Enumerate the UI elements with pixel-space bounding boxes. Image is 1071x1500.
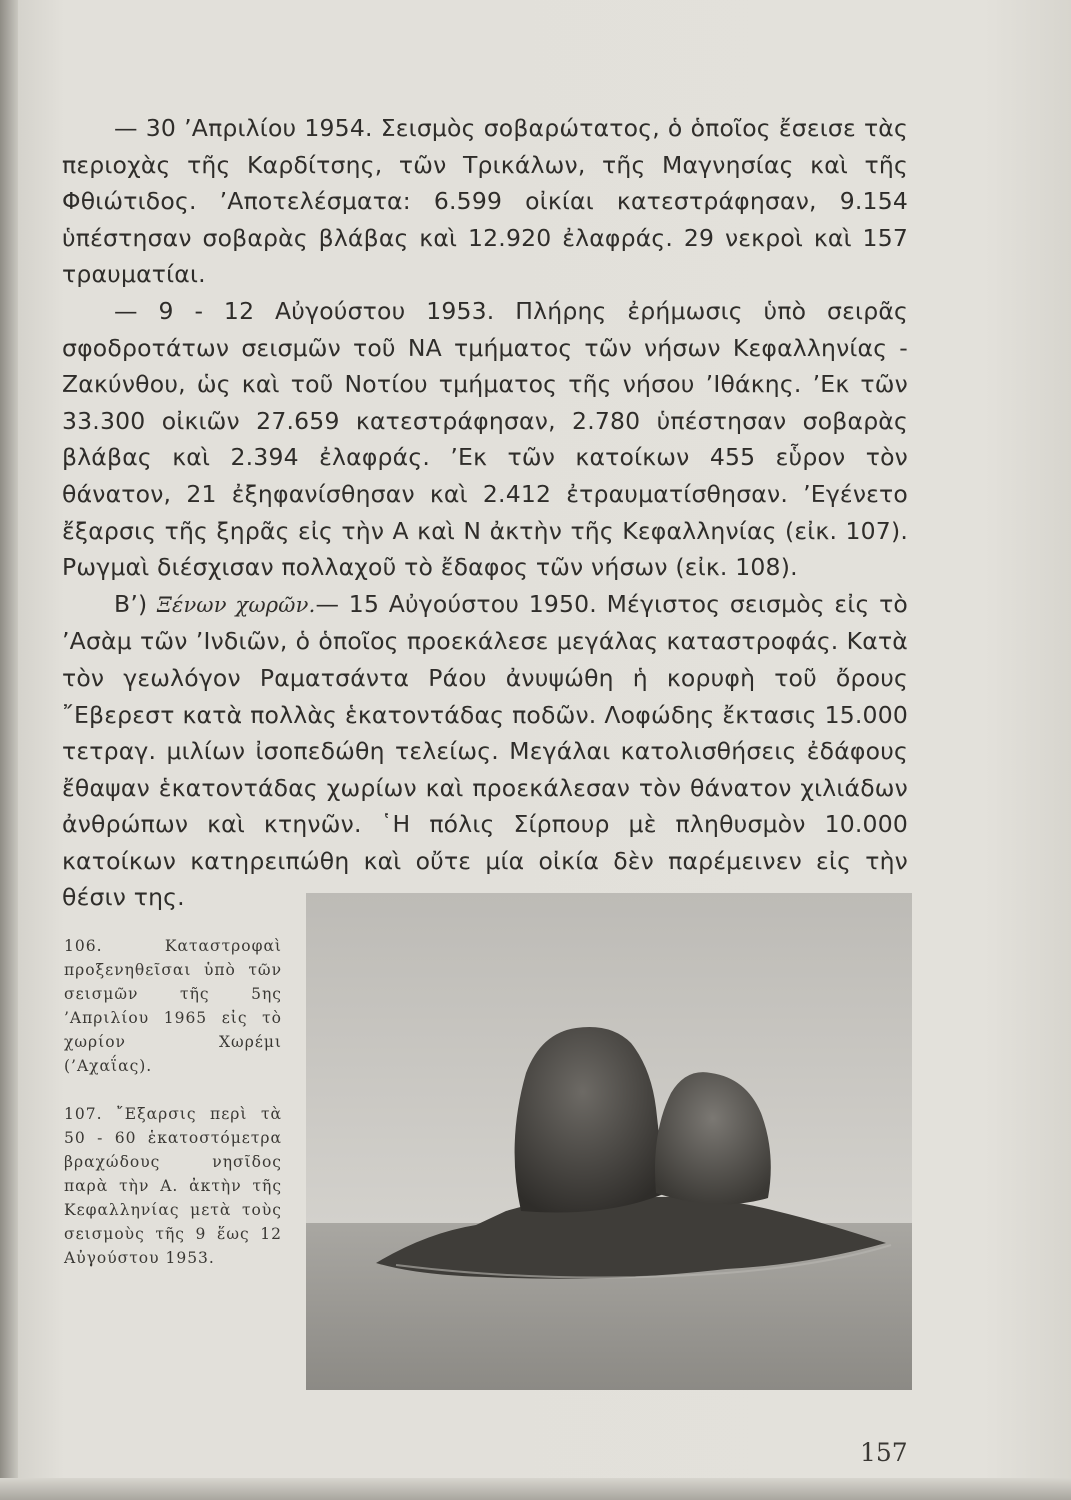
caption-figure-106: 106. Καταστροφαὶ προξενηθεῖσαι ὑπὸ τῶν σεισμῶν τῆς 5ης ’Απριλίου 1965 εἰς τὸ χωρίον Χωρέμι (’Αχαΐας). bbox=[64, 937, 282, 1075]
section-heading: Ξένων χωρῶν. bbox=[157, 592, 316, 617]
caption-figure-107: 107. ῎Εξαρσις περὶ τὰ 50 - 60 ἑκατοστόμετρα βραχώδους νησῖδος παρὰ τὴν Α. ἀκτὴν τῆς Κεφαλληνίας μετὰ τοὺς σεισμοὺς τῆς 9 ἕως 12 Αὐγούστου 1953. bbox=[64, 1105, 282, 1267]
paragraph-1954-earthquake: — 30 ’Απριλίου 1954. Σεισμὸς σοβαρώτατος, ὁ ὁποῖος ἔσεισε τὰς περιοχὰς τῆς Καρδίτσης, τῶν Τρικάλων, τῆς Μαγνησίας καὶ τῆς Φθιώτιδος. ’Αποτελέσματα: 6.599 οἰκίαι κατεστράφησαν, 9.154 ὑπέστησαν σοβαρὰς βλάβας καὶ 12.920 ἐλαφράς. 29 νεκροὶ καὶ 157 τραυματίαι. bbox=[62, 114, 908, 289]
figure-captions bbox=[64, 934, 282, 1294]
figure-107-photo bbox=[306, 893, 912, 1390]
page-binding-edge bbox=[0, 0, 18, 1500]
page-bottom-edge bbox=[0, 1478, 1071, 1500]
paragraph-1953-earthquake: — 9 - 12 Αὐγούστου 1953. Πλήρης ἐρήμωσις ὑπὸ σειρᾶς σφοδροτάτων σεισμῶν τοῦ ΝΑ τμήματος τῶν νήσων Κεφαλληνίας - Ζακύνθου, ὡς καὶ τοῦ Νοτίου τμήματος τῆς νήσου ’Ιθάκης. ’Εκ τῶν 33.300 οἰκιῶν 27.659 κατεστράφησαν, 2.780 ὑπέστησαν σοβαρὰς βλάβας καὶ 2.394 ἐλαφράς. ’Εκ τῶν κατοίκων 455 εὗρον τὸν θάνατον, 21 ἐξηφανίσθησαν καὶ 2.412 ἐτραυματίσθησαν. ’Εγένετο ἔξαρσις τῆς ξηρᾶς εἰς τὴν Α καὶ Ν ἀκτὴν τῆς Κεφαλληνίας (εἰκ. 107). Ρωγμαὶ διέσχισαν πολλαχοῦ τὸ ἔδαφος τῶν νήσων (εἰκ. 108). bbox=[62, 296, 908, 582]
paragraph-foreign-countries bbox=[62, 586, 908, 916]
section-text: — 15 Αὐγούστου 1950. Μέγιστος σεισμὸς εἰς τὸ ’Ασὰμ τῶν ’Ινδιῶν, ὁ ὁποῖος προεκάλεσε μεγάλας καταστροφάς. Κατὰ τὸν γεωλόγον Ραματσάντα Ράου ἀνυψώθη ἡ κορυφὴ τοῦ ὄρους ῎Εβερεστ κατὰ πολλὰς ἑκατοντάδας ποδῶν. Λοφώδης ἔκτασις 15.000 τετραγ. μιλίων ἰσοπεδώθη τελείως. Μεγάλαι κατολισθήσεις ἐδάφους ἔθαψαν ἑκατοντάδας χωρίων καὶ προεκάλεσαν τὸν θάνατον χιλιάδων ἀνθρώπων καὶ κτηνῶν. ῾Η πόλις Σίρπουρ μὲ πληθυσμὸν 10.000 κατοίκων κατηρειπώθη καὶ οὔτε μία οἰκία δὲν παρέμεινεν εἰς τὴν θέσιν της. bbox=[62, 589, 908, 912]
islet-photo-illustration bbox=[306, 893, 912, 1390]
main-text-block bbox=[62, 110, 908, 916]
page-number: 157 bbox=[860, 1438, 908, 1467]
section-label: Β’) bbox=[114, 589, 148, 618]
